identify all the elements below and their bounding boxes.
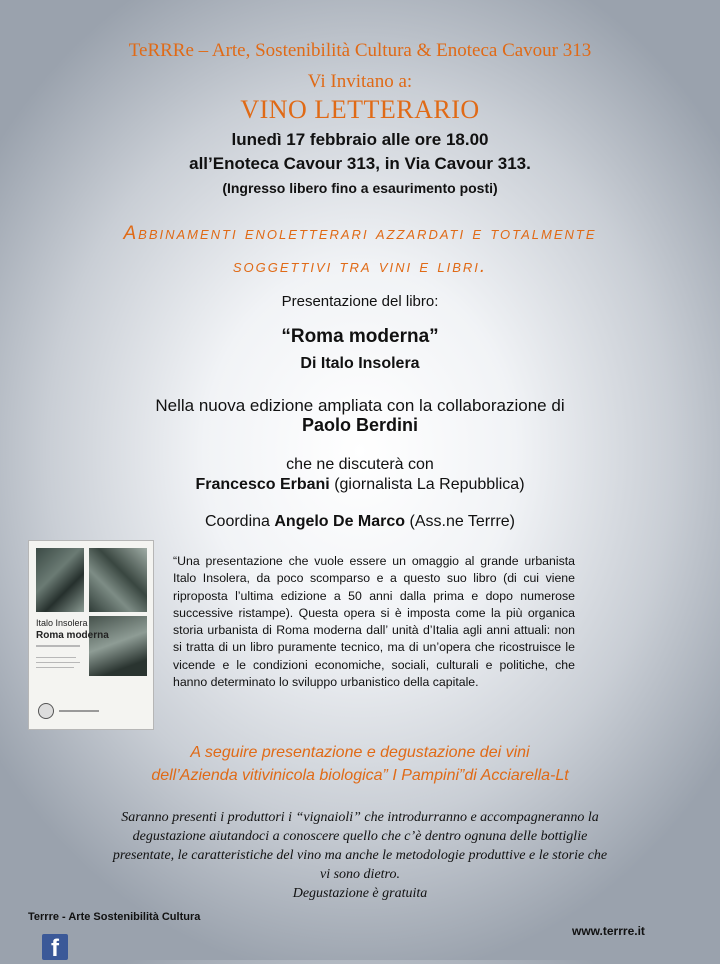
invite-line: Vi Invitano a: <box>307 71 413 92</box>
presentation-intro: Presentazione del libro: <box>281 293 439 310</box>
book-author: Di Italo Insolera <box>300 355 420 372</box>
cover-title: Roma moderna <box>36 630 109 641</box>
footer-organization: Terrre - Arte Sostenibilità Cultura <box>28 911 201 923</box>
coordinator-name: Angelo De Marco <box>274 513 406 530</box>
tasting-line-1: A seguire presentazione e degustazione dei vini <box>190 744 530 761</box>
producers-line-1: Saranno presenti i produttori i “vignaioli” che introdurranno e accompagneranno la <box>121 810 599 825</box>
cover-subtitle-line <box>36 645 80 647</box>
guest-name: Francesco Erbani <box>195 476 330 493</box>
cover-text-line <box>36 657 76 658</box>
event-date: lunedì 17 febbraio alle ore 18.00 <box>231 130 489 149</box>
publisher-line <box>59 710 99 712</box>
tagline-line-2: soggettivi tra vini e libri. <box>232 256 488 277</box>
edition-note: Nella nuova edizione ampliata con la collaborazione di <box>155 396 565 415</box>
event-title: VINO LETTERARIO <box>240 95 480 124</box>
book-cover-image <box>28 540 154 730</box>
discussion-line: che ne discuterà con <box>286 456 434 473</box>
cover-author: Italo Insolera <box>36 618 88 628</box>
guest-line <box>0 476 720 494</box>
entry-note: (Ingresso libero fino a esaurimento posti) <box>222 180 498 196</box>
tasting-line-2: dell’Azienda vitivinicola biologica” I Pampini”di Acciarella-Lt <box>151 767 569 784</box>
collaborator-name: Paolo Berdini <box>301 415 418 435</box>
event-venue: all’Enoteca Cavour 313, in Via Cavour 313. <box>189 154 531 173</box>
website-link[interactable]: www.terrre.it <box>572 924 645 938</box>
cover-photo-1 <box>36 548 84 612</box>
free-tasting-note: Degustazione è gratuita <box>292 886 428 901</box>
coordinator-suffix: (Ass.ne Terrre) <box>405 513 515 530</box>
cover-photo-2 <box>89 548 147 612</box>
presentation-quote: “Una presentazione che vuole essere un omaggio al grande urbanista Italo Insolera, da poco scomparso e a questo suo libro (di cui viene riproposta l’ultima edizione a 50 anni dalla prima e dopo numerose successive ristampe). Questa opera si è imposta come la più organica storia urbanista di Roma moderna dall’ unità d’Italia agli anni attuali: non si tratta di un libro puramente tecnico, ma di un’opera che ricostruisce le vicende e le condizioni economiche, sociali, culturali e politiche, che hanno determinato lo sviluppo urbanistico della capitale. <box>173 554 575 690</box>
book-title: “Roma moderna” <box>281 326 439 347</box>
facebook-icon[interactable]: f <box>42 934 68 960</box>
organizers-line: TeRRRe – Arte, Sostenibilità Cultura & Enoteca Cavour 313 <box>128 40 592 61</box>
guest-role: (giornalista La Repubblica) <box>329 476 525 493</box>
coordinator-prefix: Coordina <box>204 513 275 530</box>
cover-photo-3 <box>89 616 147 676</box>
cover-text-line <box>36 662 80 663</box>
tagline-line-1: Abbinamenti enoletterari azzardati e totalmente <box>123 223 597 244</box>
producers-line-2: degustazione aiutandoci a conoscere quello che c’è dentro ognuna delle bottiglie <box>132 829 588 844</box>
cover-text-line <box>36 667 74 668</box>
publisher-seal-icon <box>38 703 54 719</box>
producers-line-4: vi sono dietro. <box>320 867 400 882</box>
coordinator-line <box>0 513 720 531</box>
producers-line-3: presentate, le caratteristiche del vino ma anche le metodologie produttive e le storie che <box>112 848 608 863</box>
